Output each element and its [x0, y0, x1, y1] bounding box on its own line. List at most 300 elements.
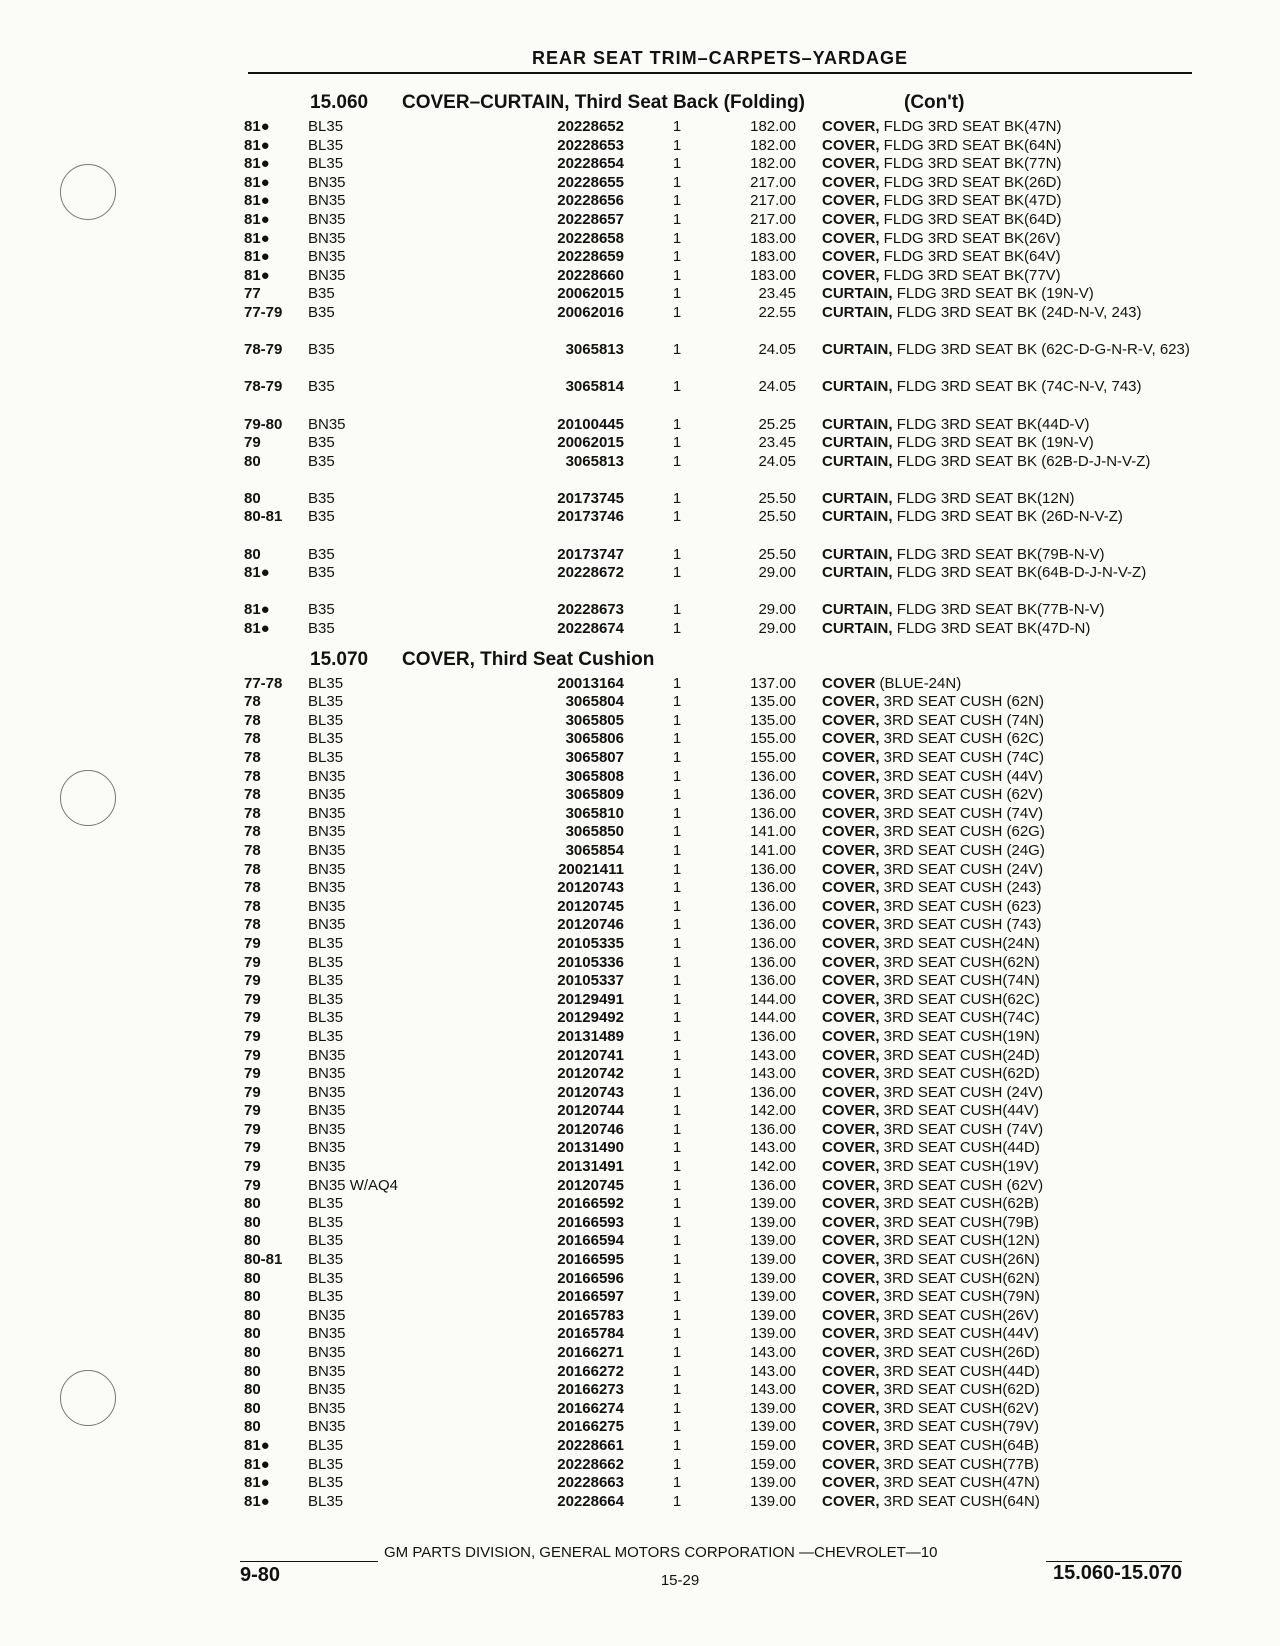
description-text: FLDG 3RD SEAT BK(64D)	[879, 210, 1062, 228]
description-head: CURTAIN,	[822, 620, 893, 638]
description-text: 3RD SEAT CUSH (62V)	[879, 786, 1044, 804]
page-title: REAR SEAT TRIM–CARPETS–YARDAGE	[531, 48, 909, 68]
description-text: 3RD SEAT CUSH (62V)	[879, 1176, 1044, 1194]
body-model: B35	[308, 341, 335, 359]
part-description	[822, 1158, 1194, 1177]
description-text: FLDG 3RD SEAT BK (62C-D-G-N-R-V, 623)	[892, 341, 1190, 359]
description-head: COVER,	[822, 1046, 880, 1064]
body-model: BL35	[308, 1492, 344, 1510]
part-number: 20120745	[557, 1176, 624, 1194]
part-number: 20228673	[557, 601, 624, 619]
part-number: 20062016	[557, 303, 624, 321]
part-number: 20105337	[557, 972, 624, 990]
quantity: 1	[672, 1158, 682, 1176]
model-year: 78	[244, 823, 261, 841]
quantity: 1	[672, 1455, 682, 1473]
part-row	[244, 675, 1194, 694]
part-row	[244, 991, 1194, 1010]
binder-hole-top	[60, 164, 116, 220]
body-model: BN35	[308, 1158, 346, 1176]
part-row	[244, 211, 1194, 230]
list-price: 24.05	[758, 378, 796, 396]
model-year: 80	[244, 1195, 261, 1213]
model-year: 81●	[244, 620, 270, 638]
part-description	[822, 954, 1194, 973]
body-model: BN35	[308, 1083, 346, 1101]
list-price: 141.00	[750, 841, 796, 859]
list-price: 142.00	[750, 1102, 796, 1120]
description-head: COVER,	[822, 860, 880, 878]
model-year: 78	[244, 711, 261, 729]
list-price: 159.00	[750, 1436, 796, 1454]
part-description	[822, 1009, 1194, 1028]
body-model: BN35	[308, 860, 346, 878]
part-number: 20228652	[557, 118, 624, 135]
body-model: BL35	[308, 1232, 344, 1250]
model-year: 78-79	[244, 378, 283, 396]
description-head: COVER,	[822, 1139, 880, 1157]
description-head: COVER,	[822, 916, 880, 934]
part-row	[244, 453, 1194, 490]
part-number: 20173746	[557, 508, 624, 526]
section-title: COVER, Third Seat Cushion	[402, 648, 655, 670]
description-text: 3RD SEAT CUSH(79B)	[879, 1213, 1040, 1231]
part-row	[244, 192, 1194, 211]
model-year: 78	[244, 693, 261, 711]
description-text: 3RD SEAT CUSH(62N)	[879, 953, 1040, 971]
part-description	[822, 434, 1194, 453]
part-number: 20166596	[557, 1269, 624, 1287]
body-model: BN35	[308, 897, 346, 915]
model-year: 79	[244, 1158, 261, 1176]
part-row	[244, 304, 1194, 341]
body-model: BN35	[308, 916, 346, 934]
body-model: BN35	[308, 1344, 346, 1361]
model-year: 78	[244, 767, 261, 785]
part-row	[244, 248, 1194, 267]
quantity: 1	[672, 1176, 682, 1194]
part-row	[244, 1065, 1194, 1084]
section-header	[244, 645, 1194, 675]
part-row	[244, 1381, 1194, 1400]
list-price: 139.00	[750, 1251, 796, 1269]
description-text: 3RD SEAT CUSH (24G)	[879, 841, 1045, 859]
description-head: CURTAIN,	[822, 341, 893, 359]
part-row	[244, 434, 1194, 453]
part-row	[244, 898, 1194, 917]
part-number: 20166597	[557, 1288, 624, 1306]
parts-listing	[244, 88, 1194, 1511]
part-description	[822, 601, 1194, 620]
body-model: BN35	[308, 229, 346, 247]
description-text: FLDG 3RD SEAT BK(47D-N)	[892, 620, 1091, 638]
model-year: 81●	[244, 118, 270, 135]
part-row	[244, 1437, 1194, 1456]
description-text: 3RD SEAT CUSH(26V)	[879, 1306, 1040, 1324]
description-head: COVER,	[822, 841, 880, 859]
part-row	[244, 1344, 1194, 1363]
part-row	[244, 1177, 1194, 1196]
part-number: 20100445	[557, 415, 624, 433]
quantity: 1	[672, 1065, 682, 1083]
quantity: 1	[672, 1399, 682, 1417]
body-model: B35	[308, 452, 335, 470]
quantity: 1	[672, 1139, 682, 1157]
model-year: 81●	[244, 601, 270, 619]
description-head: COVER,	[822, 1009, 880, 1027]
description-text: 3RD SEAT CUSH (74N)	[879, 711, 1044, 729]
part-row	[244, 1195, 1194, 1214]
model-year: 78	[244, 860, 261, 878]
description-text: 3RD SEAT CUSH (743)	[879, 916, 1042, 934]
part-number: 3065809	[565, 786, 624, 804]
body-model: BL35	[308, 711, 344, 729]
description-head: CURTAIN,	[822, 564, 893, 582]
description-head: COVER,	[822, 749, 880, 766]
part-row	[244, 490, 1194, 509]
part-description	[822, 1065, 1194, 1084]
list-price: 137.00	[750, 674, 796, 692]
list-price: 143.00	[750, 1381, 796, 1399]
part-description	[822, 341, 1194, 360]
description-text: 3RD SEAT CUSH(62B)	[879, 1195, 1040, 1213]
quantity: 1	[672, 136, 682, 154]
description-head: COVER,	[822, 1213, 880, 1231]
part-description	[822, 1102, 1194, 1121]
list-price: 136.00	[750, 1027, 796, 1045]
model-year: 79	[244, 1083, 261, 1101]
part-number: 3065808	[565, 767, 624, 785]
part-description	[822, 1121, 1194, 1140]
description-text: 3RD SEAT CUSH (623)	[879, 897, 1042, 915]
part-row	[244, 1121, 1194, 1140]
quantity: 1	[672, 730, 682, 748]
description-text: 3RD SEAT CUSH (44V)	[879, 767, 1044, 785]
body-model: B35	[308, 378, 335, 396]
description-text: FLDG 3RD SEAT BK(47N)	[879, 118, 1062, 135]
description-head: COVER	[822, 674, 876, 692]
description-head: COVER,	[822, 1436, 880, 1454]
part-description	[822, 564, 1194, 583]
part-description	[822, 879, 1194, 898]
model-year: 79-80	[244, 415, 283, 433]
part-number: 3065813	[565, 452, 624, 470]
quantity: 1	[672, 749, 682, 766]
description-head: COVER,	[822, 1455, 880, 1473]
quantity: 1	[672, 378, 682, 396]
quantity: 1	[672, 564, 682, 582]
list-price: 139.00	[750, 1418, 796, 1436]
body-model: BL35	[308, 1251, 344, 1269]
part-description	[822, 1251, 1194, 1270]
part-number: 20166592	[557, 1195, 624, 1213]
description-text: FLDG 3RD SEAT BK(47D)	[879, 192, 1062, 210]
description-head: COVER,	[822, 136, 880, 154]
description-head: CURTAIN,	[822, 601, 893, 619]
part-number: 3065804	[565, 693, 624, 711]
part-row	[244, 546, 1194, 565]
list-price: 136.00	[750, 1176, 796, 1194]
description-head: CURTAIN,	[822, 434, 893, 452]
quantity: 1	[672, 1325, 682, 1343]
quantity: 1	[672, 173, 682, 191]
description-text: FLDG 3RD SEAT BK (24D-N-V, 243)	[892, 303, 1142, 321]
section-header	[244, 88, 1194, 118]
part-row	[244, 416, 1194, 435]
body-model: BN35	[308, 1418, 346, 1436]
body-model: BN35	[308, 210, 346, 228]
part-number: 20228658	[557, 229, 624, 247]
part-row	[244, 564, 1194, 601]
part-number: 20120744	[557, 1102, 624, 1120]
body-model: B35	[308, 601, 335, 619]
footer-section-range: 15.060-15.070	[1052, 1562, 1182, 1584]
quantity: 1	[672, 841, 682, 859]
description-head: COVER,	[822, 767, 880, 785]
body-model: B35	[308, 545, 335, 563]
description-text: FLDG 3RD SEAT BK (19N-V)	[892, 285, 1094, 303]
binder-hole-middle	[60, 770, 116, 826]
part-description	[822, 1139, 1194, 1158]
list-price: 139.00	[750, 1232, 796, 1250]
body-model: BN35	[308, 1102, 346, 1120]
part-row	[244, 1400, 1194, 1419]
part-number: 20129492	[557, 1009, 624, 1027]
part-number: 20165783	[557, 1306, 624, 1324]
list-price: 143.00	[750, 1362, 796, 1380]
quantity: 1	[672, 415, 682, 433]
part-row	[244, 1028, 1194, 1047]
description-text: FLDG 3RD SEAT BK (74C-N-V, 743)	[892, 378, 1142, 396]
list-price: 25.50	[758, 545, 796, 563]
part-description	[822, 1028, 1194, 1047]
model-year: 78	[244, 786, 261, 804]
description-head: COVER,	[822, 1492, 880, 1510]
body-model: BN35	[308, 266, 346, 284]
body-model: BL35	[308, 1455, 344, 1473]
description-text: FLDG 3RD SEAT BK(64V)	[879, 248, 1061, 266]
list-price: 139.00	[750, 1195, 796, 1213]
description-head: COVER,	[822, 1288, 880, 1306]
model-year: 78	[244, 897, 261, 915]
description-text: 3RD SEAT CUSH(44V)	[879, 1102, 1040, 1120]
part-row	[244, 916, 1194, 935]
part-description	[822, 768, 1194, 787]
list-price: 183.00	[750, 248, 796, 266]
description-text: FLDG 3RD SEAT BK(64N)	[879, 136, 1062, 154]
part-description	[822, 118, 1194, 137]
part-description	[822, 285, 1194, 304]
quantity: 1	[672, 1083, 682, 1101]
part-description	[822, 1418, 1194, 1437]
description-head: COVER,	[822, 192, 880, 210]
list-price: 136.00	[750, 1083, 796, 1101]
model-year: 81●	[244, 173, 270, 191]
description-text: 3RD SEAT CUSH(62D)	[879, 1065, 1040, 1083]
quantity: 1	[672, 1195, 682, 1213]
body-model: BN35	[308, 804, 346, 822]
part-description	[822, 675, 1194, 694]
part-number: 20166595	[557, 1251, 624, 1269]
description-head: COVER,	[822, 1065, 880, 1083]
part-number: 20228656	[557, 192, 624, 210]
description-text: 3RD SEAT CUSH(79V)	[879, 1418, 1040, 1436]
part-row	[244, 768, 1194, 787]
description-text: FLDG 3RD SEAT BK(26D)	[879, 173, 1062, 191]
part-description	[822, 1474, 1194, 1493]
description-text: 3RD SEAT CUSH (74C)	[879, 749, 1044, 766]
part-description	[822, 508, 1194, 527]
part-description	[822, 1177, 1194, 1196]
model-year: 80	[244, 1362, 261, 1380]
part-number: 20131489	[557, 1027, 624, 1045]
model-year: 80	[244, 1232, 261, 1250]
list-price: 139.00	[750, 1474, 796, 1492]
description-head: COVER,	[822, 1232, 880, 1250]
quantity: 1	[672, 285, 682, 303]
body-model: BL35	[308, 972, 344, 990]
part-description	[822, 693, 1194, 712]
description-text: 3RD SEAT CUSH (74V)	[879, 804, 1044, 822]
part-description	[822, 749, 1194, 768]
model-year: 77-78	[244, 674, 283, 692]
list-price: 217.00	[750, 173, 796, 191]
model-year: 81●	[244, 1474, 270, 1492]
part-row	[244, 1084, 1194, 1103]
part-description	[822, 1232, 1194, 1251]
list-price: 139.00	[750, 1269, 796, 1287]
description-head: COVER,	[822, 1158, 880, 1176]
body-model: BL35	[308, 155, 344, 173]
part-row	[244, 823, 1194, 842]
body-model: BN35	[308, 173, 346, 191]
description-head: COVER,	[822, 693, 880, 711]
part-number: 3065854	[565, 841, 624, 859]
part-description	[822, 1195, 1194, 1214]
model-year: 81●	[244, 229, 270, 247]
description-head: COVER,	[822, 173, 880, 191]
list-price: 139.00	[750, 1492, 796, 1510]
model-year: 78	[244, 916, 261, 934]
part-number: 3065850	[565, 823, 624, 841]
part-row	[244, 879, 1194, 898]
body-model: BL35	[308, 990, 344, 1008]
description-text: 3RD SEAT CUSH(26D)	[879, 1344, 1040, 1361]
part-number: 20228654	[557, 155, 624, 173]
model-year: 79	[244, 1139, 261, 1157]
description-text: (BLUE-24N)	[875, 674, 962, 692]
model-year: 80-81	[244, 1251, 283, 1269]
part-row	[244, 620, 1194, 639]
list-price: 23.45	[758, 285, 796, 303]
description-text: 3RD SEAT CUSH(12N)	[879, 1232, 1040, 1250]
quantity: 1	[672, 192, 682, 210]
part-description	[822, 823, 1194, 842]
quantity: 1	[672, 1492, 682, 1510]
part-number: 20120743	[557, 879, 624, 897]
part-row	[244, 1474, 1194, 1493]
part-description	[822, 916, 1194, 935]
section-number: 15.060	[310, 92, 369, 113]
list-price: 139.00	[750, 1213, 796, 1231]
body-model: BL35	[308, 749, 344, 766]
quantity: 1	[672, 341, 682, 359]
list-price: 144.00	[750, 990, 796, 1008]
description-text: 3RD SEAT CUSH(74N)	[879, 972, 1040, 990]
model-year: 80-81	[244, 508, 283, 526]
quantity: 1	[672, 452, 682, 470]
part-description	[822, 1307, 1194, 1326]
quantity: 1	[672, 1474, 682, 1492]
quantity: 1	[672, 266, 682, 284]
list-price: 23.45	[758, 434, 796, 452]
description-head: COVER,	[822, 990, 880, 1008]
part-number: 20228662	[557, 1455, 624, 1473]
part-description	[822, 805, 1194, 824]
part-number: 20062015	[557, 434, 624, 452]
model-year: 77	[244, 285, 261, 303]
list-price: 136.00	[750, 897, 796, 915]
quantity: 1	[672, 1027, 682, 1045]
quantity: 1	[672, 210, 682, 228]
part-number: 20021411	[558, 860, 624, 878]
quantity: 1	[672, 1102, 682, 1120]
part-number: 20228653	[557, 136, 624, 154]
model-year: 81●	[244, 1492, 270, 1510]
quantity: 1	[672, 1362, 682, 1380]
list-price: 183.00	[750, 229, 796, 247]
part-row	[244, 508, 1194, 545]
part-number: 3065805	[565, 711, 624, 729]
model-year: 79	[244, 1065, 261, 1083]
body-model: BN35	[308, 1362, 346, 1380]
model-year: 81●	[244, 564, 270, 582]
list-price: 136.00	[750, 934, 796, 952]
section-continued: (Con't)	[904, 92, 965, 113]
part-number: 20105336	[557, 953, 624, 971]
model-year: 79	[244, 972, 261, 990]
body-model: BN35	[308, 1139, 346, 1157]
list-price: 136.00	[750, 860, 796, 878]
part-row	[244, 972, 1194, 991]
body-model: BN35	[308, 1306, 346, 1324]
list-price: 22.55	[758, 303, 796, 321]
model-year: 81●	[244, 136, 270, 154]
part-description	[822, 267, 1194, 286]
part-number: 20228660	[557, 266, 624, 284]
quantity: 1	[672, 1120, 682, 1138]
body-model: B35	[308, 564, 335, 582]
description-text: FLDG 3RD SEAT BK(64B-D-J-N-V-Z)	[892, 564, 1147, 582]
list-price: 29.00	[758, 564, 796, 582]
part-row	[244, 1158, 1194, 1177]
description-head: COVER,	[822, 1269, 880, 1287]
part-row	[244, 861, 1194, 880]
list-price: 135.00	[750, 711, 796, 729]
model-year: 79	[244, 1176, 261, 1194]
quantity: 1	[672, 972, 682, 990]
quantity: 1	[672, 1381, 682, 1399]
footer-page-number: 15-29	[660, 1572, 700, 1589]
model-year: 80	[244, 1344, 261, 1361]
description-text: 3RD SEAT CUSH(74C)	[879, 1009, 1040, 1027]
description-head: COVER,	[822, 1344, 880, 1361]
description-text: 3RD SEAT CUSH(44D)	[879, 1362, 1040, 1380]
body-model: B35	[308, 285, 335, 303]
quantity: 1	[672, 1232, 682, 1250]
list-price: 217.00	[750, 210, 796, 228]
part-number: 3065806	[565, 730, 624, 748]
